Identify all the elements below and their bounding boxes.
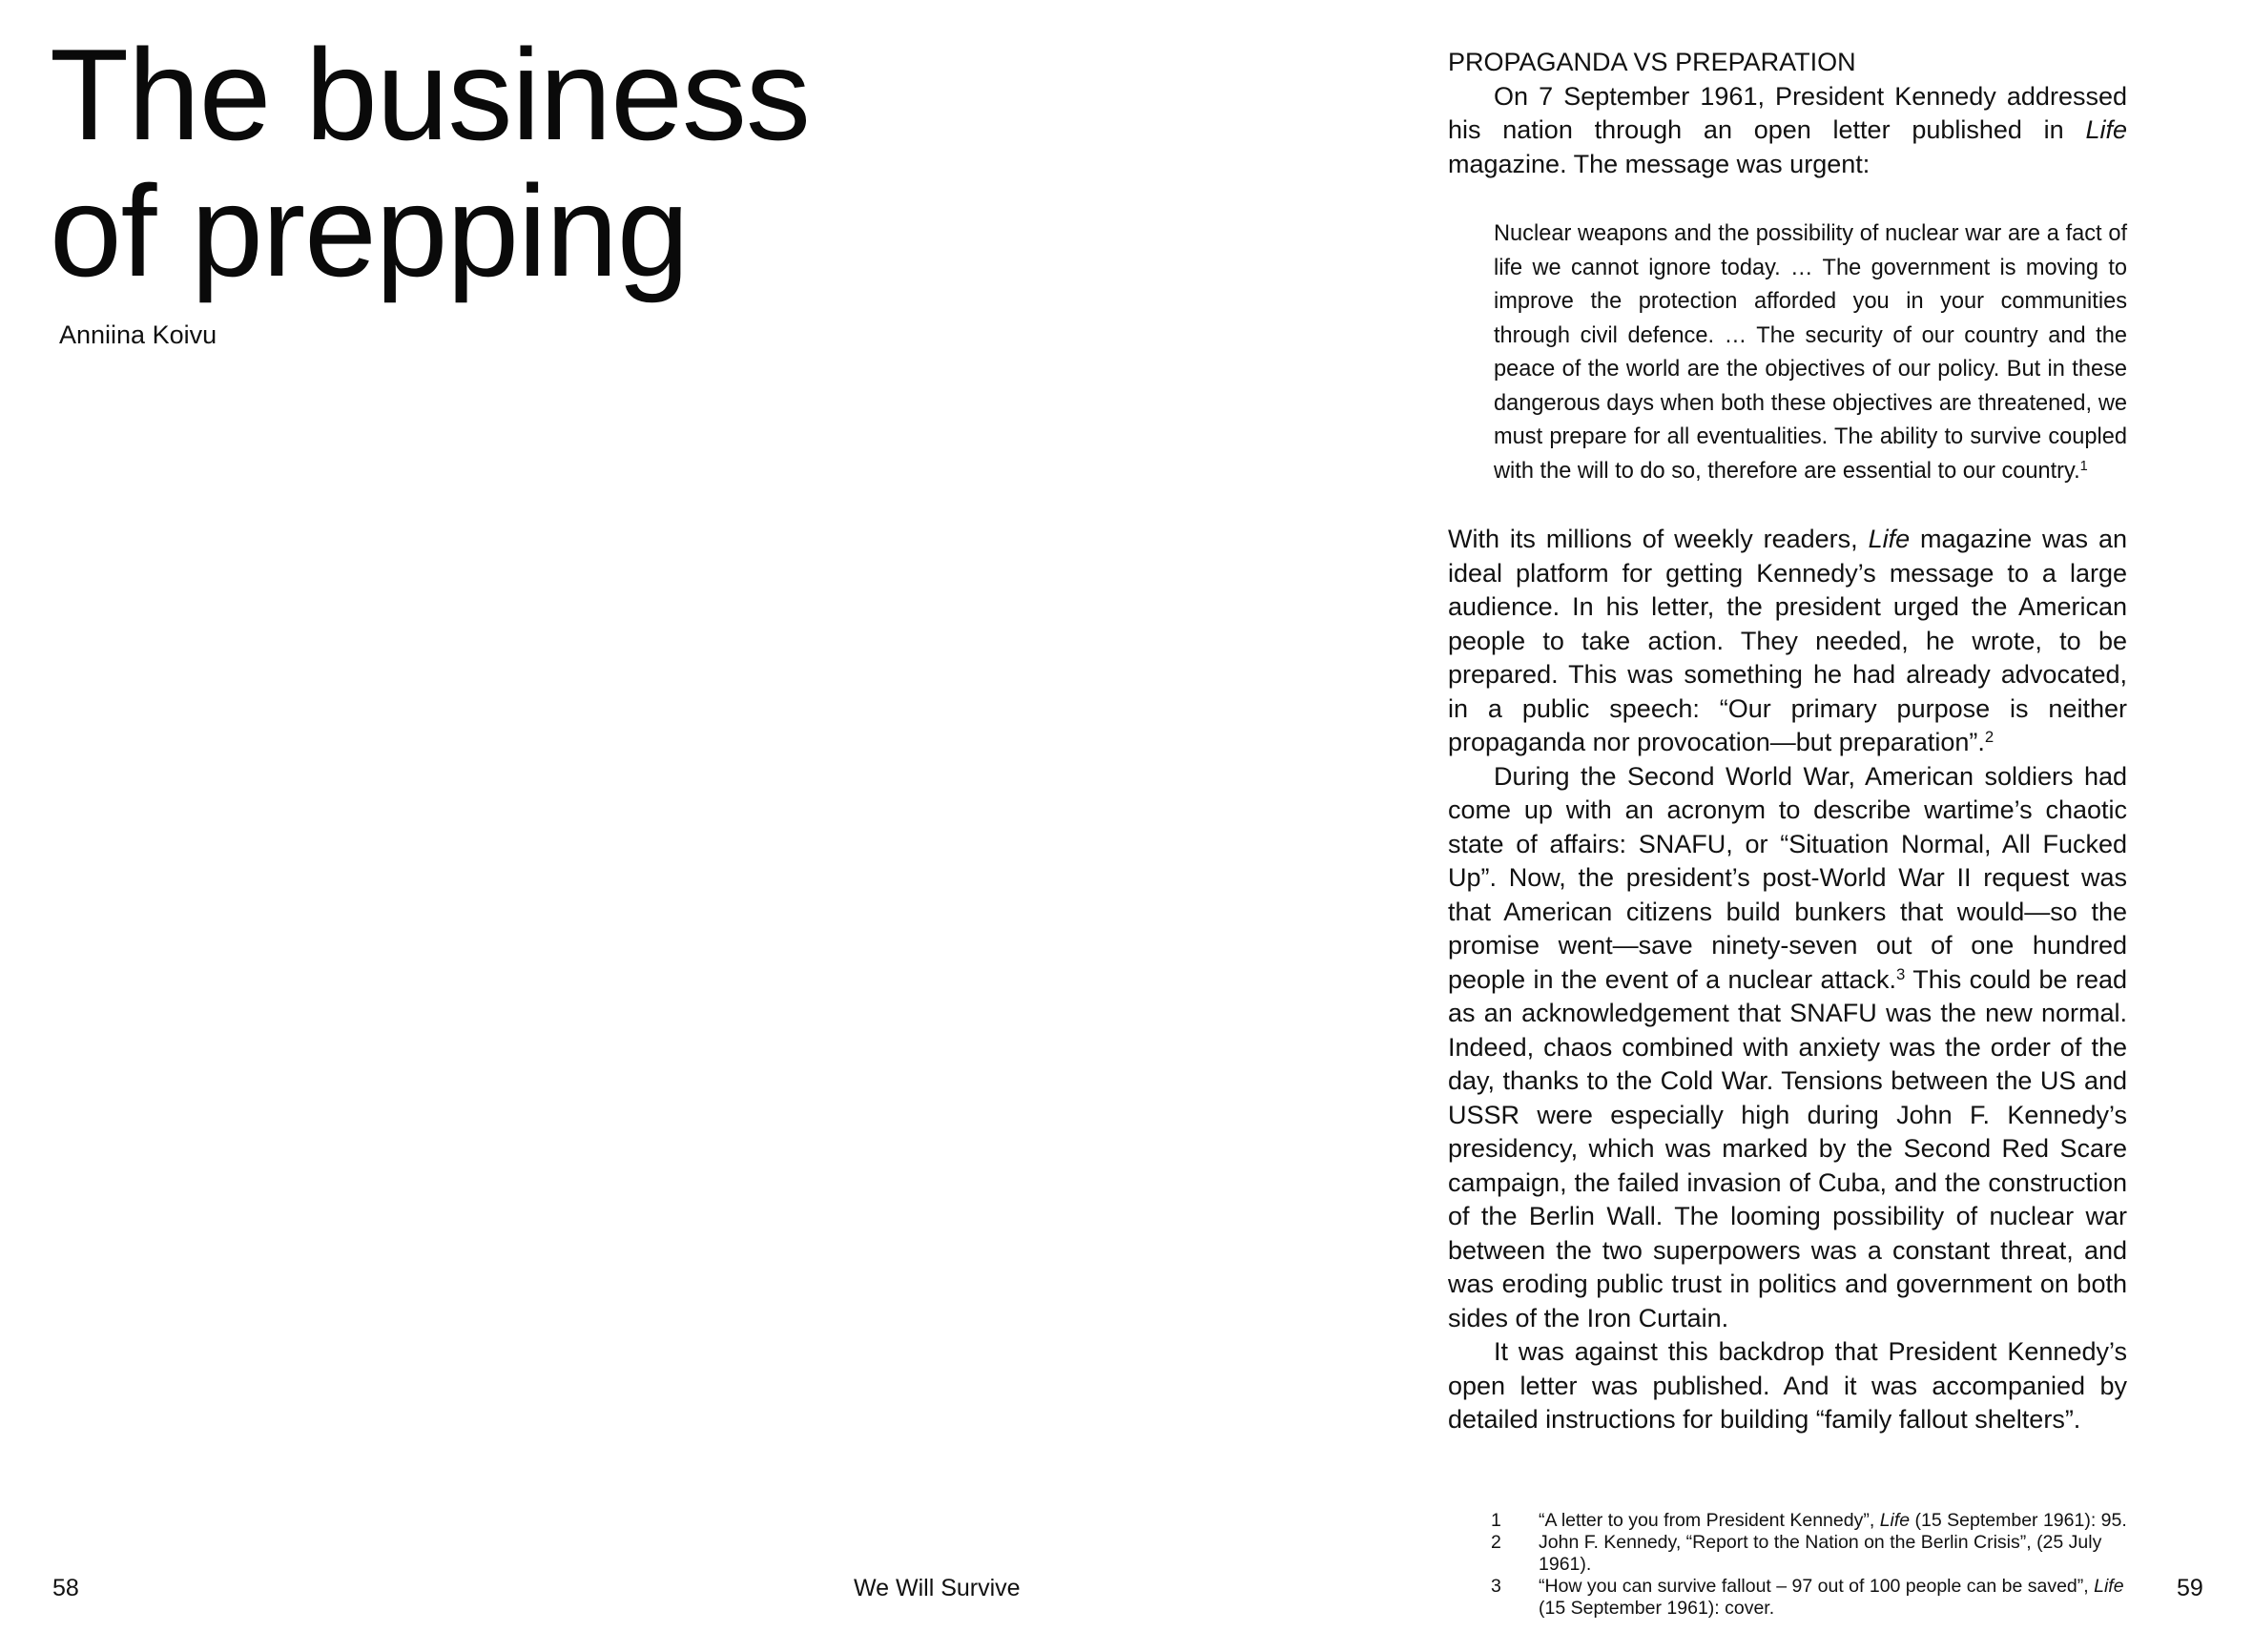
- magazine-name: Life: [1868, 525, 1911, 553]
- intro-paragraph: On 7 September 1961, President Kennedy addressed his nation through an open letter published in Life magazine. The message was urgent:: [1448, 81, 2127, 178]
- footnotes: [1491, 1510, 2128, 1620]
- footnote-ref-1: 1: [2079, 458, 2088, 474]
- footnote-number: 1: [1491, 1510, 1501, 1531]
- title-line-1: The business: [50, 22, 810, 167]
- block-quote: Nuclear weapons and the possibility of nuclear war are a fact of life we cannot ignore today. … The government is moving to improve the protection afforded you in your communities through civil defence. … The security of our country and the peace of the world are the objectives of our policy. But in these dangerous days when both these objectives are threatened, we must prepare for all eventualities. The ability to survive coupled with the will to do so, therefore are essential to our country.$^1$: [1494, 221, 2127, 484]
- article-title: [50, 22, 810, 303]
- footnote-number: 3: [1491, 1576, 1501, 1597]
- section-heading: PROPAGANDA VS PREPARATION: [1448, 48, 1856, 76]
- footnote: 3 “How you can survive fallout – 97 out of 100 people can be saved”, Life (15 September 1961): cover.: [1491, 1576, 2124, 1619]
- author-name: Anniina Koivu: [59, 320, 217, 349]
- body-column: [1448, 46, 2127, 1437]
- page-number-left: 58: [52, 1575, 79, 1601]
- footnote: 1 “A letter to you from President Kennedy”, Life (15 September 1961): 95.: [1491, 1510, 2127, 1531]
- footnote-ref-2: 2: [1984, 727, 1995, 746]
- body-paragraph-2: During the Second World War, American soldiers had come up with an acronym to describe wartime’s chaotic state of affairs: SNAFU, or “Situation Normal, All Fucked Up”. Now, the president’s post-World War II request was that American citizens build bunkers that would—so the promise went—save ninety-seven out of one hundred people in the event of a nuclear attack.$^3$ This could be read as an acknowledgement that SNAFU was the new normal. Indeed, chaos combined with anxiety was the order of the day, thanks to the Cold War. Tensions between the US and USSR were especially high during John F. Kennedy’s presidency, which was marked by the Second Red Scare campaign, the failed invasion of Cuba, and the construction of the Berlin Wall. The looming possibility of nuclear war between the two superpowers was a constant threat, and was eroding public trust in politics and government on both sides of the Iron Curtain.: [1448, 761, 2127, 1332]
- title-line-2: of prepping: [50, 158, 689, 303]
- body-paragraph-1: With its millions of weekly readers, Life magazine was an ideal platform for getting Kennedy’s message to a large audience. In his letter, the president urged the American people to take action. They needed, he wrote, to be prepared. This was something he had already advocated, in a public speech: “Our primary purpose is neither propaganda nor provocation—but preparation”.$^2$: [1448, 525, 2127, 756]
- page-number-right: 59: [2177, 1575, 2203, 1601]
- running-title: We Will Survive: [854, 1575, 1021, 1601]
- footnote-ref-3: 3: [1896, 964, 1906, 983]
- magazine-name: Life: [2085, 115, 2127, 144]
- footnote-number: 2: [1491, 1532, 1501, 1553]
- footnote: 2 John F. Kennedy, “Report to the Nation on the Berlin Crisis”, (25 July 1961).: [1491, 1532, 2102, 1575]
- body-paragraph-3: It was against this backdrop that President Kennedy’s open letter was published. And it was accompanied by detailed instructions for building “family fallout shelters”.: [1448, 1337, 2127, 1434]
